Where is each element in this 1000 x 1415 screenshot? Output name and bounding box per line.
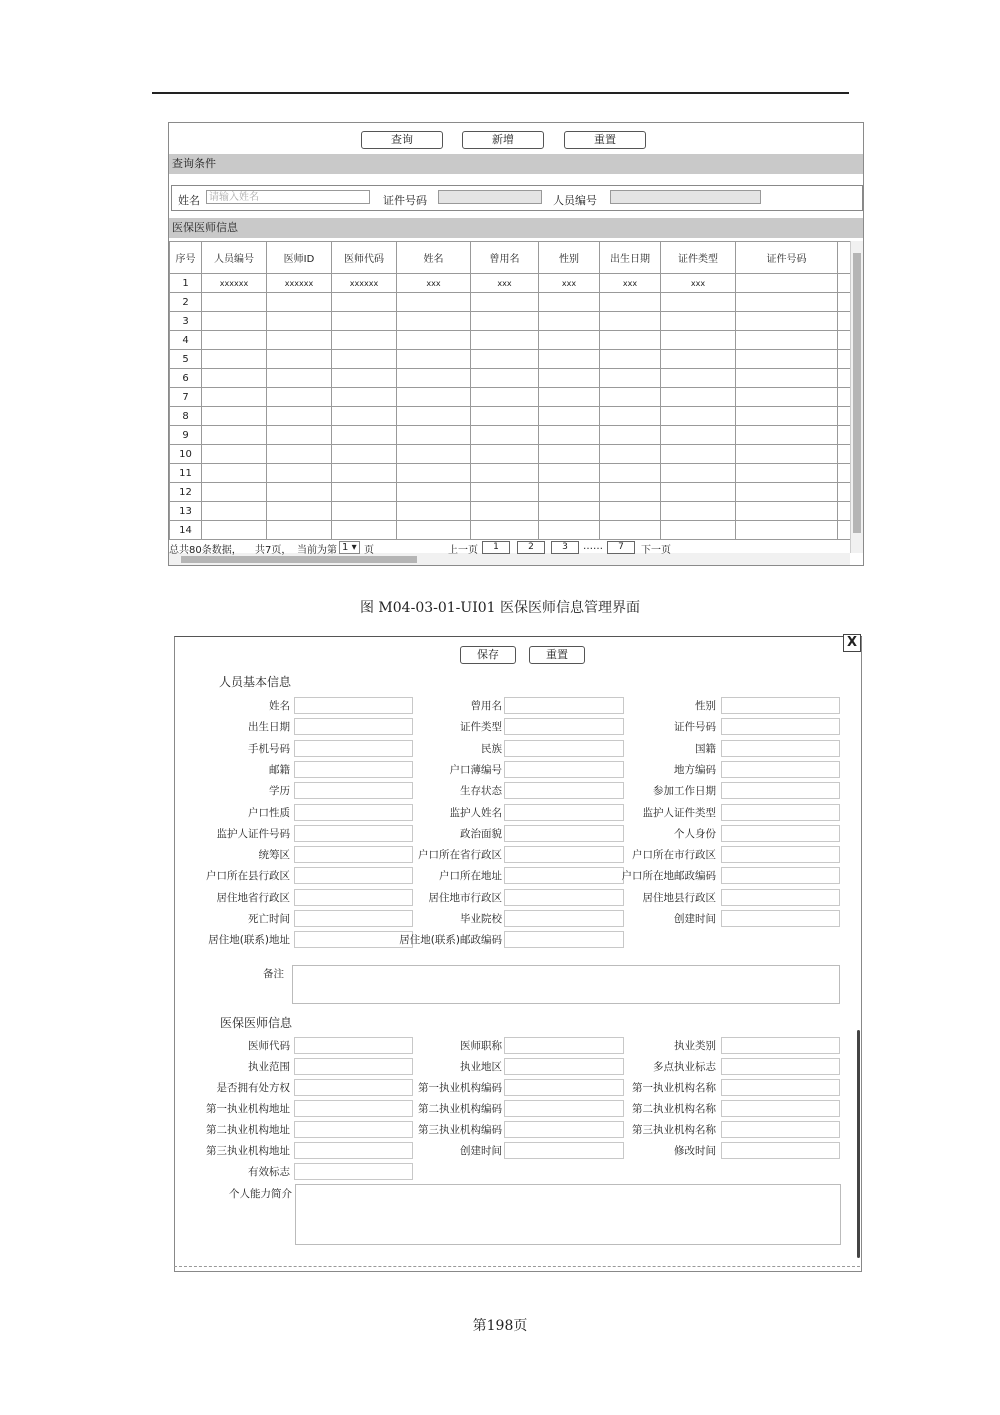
table-cell	[332, 312, 397, 331]
table-cell	[202, 369, 267, 388]
basic-field-label: 生存状态	[460, 785, 502, 798]
basic-field-input[interactable]	[721, 889, 840, 906]
dialog-scrollbar[interactable]	[857, 1030, 860, 1258]
table-cell	[471, 312, 539, 331]
basic-field-label: 户口性质	[248, 806, 290, 819]
table-cell	[397, 483, 471, 502]
table-cell	[600, 464, 661, 483]
basic-field-label: 地方编码	[674, 763, 716, 776]
table-cell	[600, 502, 661, 521]
doctor-field-label: 第一执业机构地址	[206, 1103, 290, 1115]
table-cell	[539, 426, 600, 445]
basic-field-label: 户口薄编号	[449, 763, 502, 776]
doctor-field-label: 执业地区	[460, 1061, 502, 1073]
column-header: 证件类型	[661, 242, 736, 274]
table-cell	[332, 407, 397, 426]
current-page-prefix: 当前为第	[297, 545, 337, 556]
table-cell	[397, 350, 471, 369]
table-cell	[736, 407, 838, 426]
doctor-table	[169, 241, 851, 540]
table-cell	[539, 483, 600, 502]
table-cell	[332, 350, 397, 369]
table-cell	[471, 502, 539, 521]
table-cell	[736, 274, 838, 293]
table-cell	[838, 521, 851, 540]
basic-field-label: 民族	[481, 742, 502, 755]
remark-label: 备注	[263, 968, 284, 980]
table-cell	[267, 350, 332, 369]
table-row[interactable]	[170, 293, 851, 312]
table-row[interactable]	[170, 426, 851, 445]
table-cell	[661, 312, 736, 331]
reset-button[interactable]: 重置	[564, 131, 646, 149]
table-cell	[539, 445, 600, 464]
table-cell	[600, 293, 661, 312]
table-cell	[838, 464, 851, 483]
table-cell	[661, 426, 736, 445]
table-cell	[736, 350, 838, 369]
table-cell	[600, 331, 661, 350]
table-cell	[661, 483, 736, 502]
table-row[interactable]	[170, 312, 851, 331]
table-cell	[202, 407, 267, 426]
table-cell: xxx	[539, 274, 600, 293]
column-header: 性别	[539, 242, 600, 274]
table-cell: 12	[170, 483, 202, 502]
basic-field-label: 证件类型	[460, 721, 502, 734]
total-pages: 共7页，	[255, 545, 292, 556]
table-cell	[539, 369, 600, 388]
basic-field-input[interactable]	[721, 825, 840, 842]
table-cell	[332, 388, 397, 407]
column-header: 序号	[170, 242, 202, 274]
table-cell	[838, 331, 851, 350]
table-cell	[736, 312, 838, 331]
prev-page-link[interactable]: 上一页	[448, 545, 478, 556]
table-row[interactable]	[170, 274, 851, 293]
table-cell	[838, 407, 851, 426]
basic-field-input[interactable]	[721, 910, 840, 927]
table-cell	[838, 293, 851, 312]
basic-field-label: 统筹区	[258, 849, 290, 862]
table-cell	[202, 426, 267, 445]
chevron-down-icon: ▾	[351, 542, 357, 553]
table-cell	[736, 445, 838, 464]
table-row[interactable]	[170, 388, 851, 407]
query-section-header: 查询条件	[169, 154, 863, 174]
table-cell	[397, 388, 471, 407]
current-page-value: 1	[342, 542, 349, 553]
basic-field-label: 参加工作日期	[653, 785, 716, 798]
table-cell	[539, 502, 600, 521]
column-header: 姓名	[397, 242, 471, 274]
basic-field-label: 死亡时间	[248, 913, 290, 925]
table-cell: xxxxxx	[267, 274, 332, 293]
reset-button[interactable]: 重置	[529, 646, 585, 664]
table-cell	[332, 369, 397, 388]
table-cell	[471, 369, 539, 388]
table-cell	[397, 312, 471, 331]
basic-field-input[interactable]	[721, 740, 840, 757]
table-cell	[471, 464, 539, 483]
doctor-field-label: 有效标志	[248, 1166, 290, 1178]
doctor-field-label: 执业类别	[674, 1040, 716, 1052]
table-cell	[267, 445, 332, 464]
doctor-field-label: 第二执业机构编码	[418, 1103, 502, 1115]
basic-field-label: 手机号码	[248, 742, 290, 755]
doctor-info-title: 医保医师信息	[220, 1016, 293, 1030]
table-cell	[202, 445, 267, 464]
table-cell: 8	[170, 407, 202, 426]
table-cell	[267, 293, 332, 312]
page-button-2[interactable]: 2	[517, 541, 545, 554]
query-button[interactable]: 查询	[361, 131, 443, 149]
table-cell	[539, 407, 600, 426]
id-number-label: 证件号码	[383, 194, 427, 207]
table-cell	[736, 502, 838, 521]
doctor-field-label: 是否拥有处方权	[216, 1082, 290, 1094]
table-cell	[539, 312, 600, 331]
column-header: 医师代码	[332, 242, 397, 274]
table-cell	[397, 521, 471, 540]
next-page-link[interactable]: 下一页	[641, 545, 671, 556]
basic-field-label: 户口所在市行政区	[632, 849, 716, 862]
basic-field-label: 姓名	[269, 700, 290, 712]
table-cell	[267, 331, 332, 350]
table-cell	[838, 312, 851, 331]
basic-field-label: 出生日期	[248, 721, 290, 734]
table-row[interactable]	[170, 350, 851, 369]
table-cell: 1	[170, 274, 202, 293]
staff-number-label: 人员编号	[553, 194, 597, 207]
staff-number-input[interactable]	[610, 190, 761, 204]
page-button-1[interactable]: 1	[482, 541, 510, 554]
add-button[interactable]: 新增	[462, 131, 544, 149]
table-cell	[267, 407, 332, 426]
basic-field-label: 证件号码	[674, 721, 716, 734]
table-cell	[202, 388, 267, 407]
table-cell	[838, 502, 851, 521]
table-cell: 2	[170, 293, 202, 312]
table-cell: 13	[170, 502, 202, 521]
total-records: 总共80条数据，	[169, 545, 242, 556]
table-cell	[600, 445, 661, 464]
table-cell	[332, 331, 397, 350]
doctor-field-label: 医师代码	[248, 1040, 290, 1052]
table-cell	[397, 445, 471, 464]
basic-field-label: 居住地(联系)地址	[208, 934, 290, 947]
table-cell	[267, 464, 332, 483]
name-label: 姓名	[178, 194, 200, 207]
table-cell	[736, 464, 838, 483]
table-cell	[397, 369, 471, 388]
basic-field-label: 学历	[269, 785, 290, 798]
table-cell: 5	[170, 350, 202, 369]
table-cell	[736, 521, 838, 540]
id-number-input[interactable]	[438, 190, 542, 204]
table-cell	[600, 388, 661, 407]
table-cell	[471, 331, 539, 350]
table-cell	[838, 350, 851, 369]
doctor-field-label: 第二执业机构名称	[632, 1103, 716, 1115]
doctor-field-input[interactable]	[294, 1163, 413, 1180]
table-cell	[332, 483, 397, 502]
table-cell	[267, 426, 332, 445]
table-cell	[202, 521, 267, 540]
table-cell	[267, 483, 332, 502]
table-cell	[600, 407, 661, 426]
close-icon[interactable]: X	[843, 634, 861, 652]
table-cell	[736, 483, 838, 502]
scroll-thumb[interactable]	[853, 253, 861, 533]
doctor-field-input[interactable]	[721, 1058, 840, 1075]
basic-field-label: 性别	[695, 700, 716, 712]
name-input[interactable]: 请输入姓名	[206, 190, 370, 204]
table-cell	[539, 350, 600, 369]
basic-field-input[interactable]	[721, 867, 840, 884]
table-cell	[332, 426, 397, 445]
table-cell	[539, 331, 600, 350]
basic-field-label: 户口所在省行政区	[418, 849, 502, 862]
doctor-field-label: 多点执业标志	[653, 1061, 716, 1073]
column-header: 出生日期	[600, 242, 661, 274]
table-row[interactable]	[170, 445, 851, 464]
table-cell	[202, 331, 267, 350]
table-cell	[471, 350, 539, 369]
table-cell: 14	[170, 521, 202, 540]
column-header: 证件号码	[736, 242, 838, 274]
doctor-field-input[interactable]	[721, 1079, 840, 1096]
remark-textarea[interactable]	[292, 965, 840, 1004]
save-button[interactable]: 保存	[460, 646, 516, 664]
table-cell	[397, 293, 471, 312]
doctor-field-label: 第三执业机构名称	[632, 1124, 716, 1136]
basic-field-input[interactable]	[721, 846, 840, 863]
table-cell	[397, 502, 471, 521]
basic-field-label: 邮籍	[269, 763, 290, 776]
basic-field-label: 户口所在地邮政编码	[621, 870, 716, 883]
column-header: 曾用名	[471, 242, 539, 274]
doctor-field-label: 医师职称	[460, 1040, 502, 1052]
table-cell	[838, 445, 851, 464]
table-cell: 3	[170, 312, 202, 331]
table-cell	[661, 350, 736, 369]
table-cell	[267, 369, 332, 388]
table-cell	[397, 464, 471, 483]
basic-field-label: 政治面貌	[460, 827, 502, 840]
basic-field-label: 居住地市行政区	[428, 891, 502, 904]
column-header: 医师ID	[267, 242, 332, 274]
table-cell	[736, 388, 838, 407]
table-cell	[736, 293, 838, 312]
doctor-field-input[interactable]	[721, 1037, 840, 1054]
table-cell	[267, 312, 332, 331]
table-cell	[202, 312, 267, 331]
table-cell	[267, 388, 332, 407]
header-rule	[152, 92, 849, 94]
table-cell	[600, 521, 661, 540]
doctor-field-input[interactable]	[721, 1100, 840, 1117]
table-cell	[838, 426, 851, 445]
doctor-field-label: 修改时间	[674, 1145, 716, 1157]
basic-field-input[interactable]	[721, 782, 840, 799]
column-header-overflow	[838, 242, 851, 274]
table-cell	[539, 293, 600, 312]
table-row[interactable]	[170, 521, 851, 540]
basic-field-label: 监护人姓名	[449, 806, 502, 819]
table-cell	[202, 502, 267, 521]
table-row[interactable]	[170, 369, 851, 388]
table-cell	[397, 331, 471, 350]
doctor-management-window	[168, 122, 864, 566]
table-cell	[661, 445, 736, 464]
table-row[interactable]	[170, 483, 851, 502]
table-cell	[397, 407, 471, 426]
table-cell	[838, 369, 851, 388]
table-cell	[838, 483, 851, 502]
basic-field-input[interactable]	[721, 697, 840, 714]
table-cell	[736, 369, 838, 388]
table-cell	[661, 521, 736, 540]
table-cell: xxx	[397, 274, 471, 293]
table-cell	[471, 293, 539, 312]
table-cell: xxx	[600, 274, 661, 293]
table-cell	[332, 445, 397, 464]
basic-field-label: 居住地省行政区	[216, 891, 290, 904]
table-cell	[332, 293, 397, 312]
page-ellipsis: ……	[583, 541, 603, 552]
table-cell	[661, 388, 736, 407]
current-page-select[interactable]	[339, 541, 360, 554]
table-cell	[202, 483, 267, 502]
table-cell	[202, 464, 267, 483]
current-page-suffix: 页	[364, 545, 374, 556]
doctor-field-label: 第二执业机构地址	[206, 1124, 290, 1136]
table-cell	[267, 502, 332, 521]
table-cell	[202, 293, 267, 312]
page-button-7[interactable]: 7	[607, 541, 635, 554]
table-cell	[661, 331, 736, 350]
table-cell	[736, 331, 838, 350]
table-row[interactable]	[170, 502, 851, 521]
table-cell: 11	[170, 464, 202, 483]
basic-field-label: 户口所在地址	[439, 870, 502, 883]
table-row[interactable]	[170, 331, 851, 350]
doctor-field-label: 第一执业机构编码	[418, 1082, 502, 1094]
basic-field-label: 户口所在县行政区	[206, 870, 290, 883]
table-cell	[600, 369, 661, 388]
query-panel	[171, 185, 863, 211]
table-cell: xxx	[471, 274, 539, 293]
table-row[interactable]	[170, 464, 851, 483]
doctor-field-input[interactable]	[721, 1121, 840, 1138]
table-cell: 9	[170, 426, 202, 445]
column-header: 人员编号	[202, 242, 267, 274]
table-cell	[661, 502, 736, 521]
table-cell	[600, 312, 661, 331]
table-cell: 6	[170, 369, 202, 388]
table-cell: xxx	[661, 274, 736, 293]
basic-info-title: 人员基本信息	[219, 675, 292, 689]
table-cell	[202, 350, 267, 369]
table-cell	[332, 464, 397, 483]
basic-field-label: 毕业院校	[460, 913, 502, 925]
scroll-thumb[interactable]	[181, 556, 417, 563]
table-cell	[539, 464, 600, 483]
basic-field-label: 居住地(联系)邮政编码	[399, 934, 502, 947]
basic-field-label: 创建时间	[674, 913, 716, 925]
table-cell	[471, 426, 539, 445]
doctor-field-input[interactable]	[721, 1142, 840, 1159]
table-cell	[267, 521, 332, 540]
doctor-field-label: 第三执业机构编码	[418, 1124, 502, 1136]
doctor-field-label: 第一执业机构名称	[632, 1082, 716, 1094]
table-cell	[471, 521, 539, 540]
table-cell	[332, 502, 397, 521]
table-cell	[332, 521, 397, 540]
table-cell	[539, 521, 600, 540]
basic-field-label: 曾用名	[470, 700, 502, 712]
basic-field-label: 监护人证件类型	[642, 806, 716, 819]
basic-field-input[interactable]	[504, 931, 624, 948]
table-cell	[661, 293, 736, 312]
figure-caption: 图 M04-03-01-UI01 医保医师信息管理界面	[359, 600, 640, 616]
basic-field-label: 居住地县行政区	[642, 891, 716, 904]
table-cell	[471, 445, 539, 464]
table-cell	[471, 483, 539, 502]
basic-field-input[interactable]	[721, 718, 840, 735]
table-cell: 7	[170, 388, 202, 407]
doctor-field-label: 创建时间	[460, 1145, 502, 1157]
table-vertical-scrollbar[interactable]	[850, 241, 863, 553]
table-cell	[600, 426, 661, 445]
table-cell	[471, 407, 539, 426]
table-cell	[838, 388, 851, 407]
basic-field-input[interactable]	[721, 761, 840, 778]
table-cell	[838, 274, 851, 293]
table-cell	[661, 407, 736, 426]
table-cell	[600, 483, 661, 502]
table-cell	[600, 350, 661, 369]
table-cell: xxxxxx	[332, 274, 397, 293]
basic-field-input[interactable]	[721, 804, 840, 821]
intro-label: 个人能力简介	[229, 1188, 292, 1200]
doctor-field-label: 执业范围	[248, 1061, 290, 1073]
basic-field-label: 监护人证件号码	[216, 827, 290, 840]
page-number: 第198页	[472, 1318, 528, 1334]
table-cell	[661, 464, 736, 483]
table-cell: 4	[170, 331, 202, 350]
table-cell	[539, 388, 600, 407]
table-cell: 10	[170, 445, 202, 464]
table-cell	[397, 426, 471, 445]
table-cell: xxxxxx	[202, 274, 267, 293]
page-button-3[interactable]: 3	[551, 541, 579, 554]
dialog-bottom-edge	[174, 1266, 860, 1273]
info-section-header: 医保医师信息	[169, 218, 863, 238]
basic-field-label: 个人身份	[674, 827, 716, 840]
table-cell	[471, 388, 539, 407]
table-row[interactable]	[170, 407, 851, 426]
table-cell	[736, 426, 838, 445]
intro-textarea[interactable]	[295, 1184, 841, 1245]
table-cell	[661, 369, 736, 388]
basic-field-label: 国籍	[695, 742, 716, 755]
doctor-field-label: 第三执业机构地址	[206, 1145, 290, 1157]
